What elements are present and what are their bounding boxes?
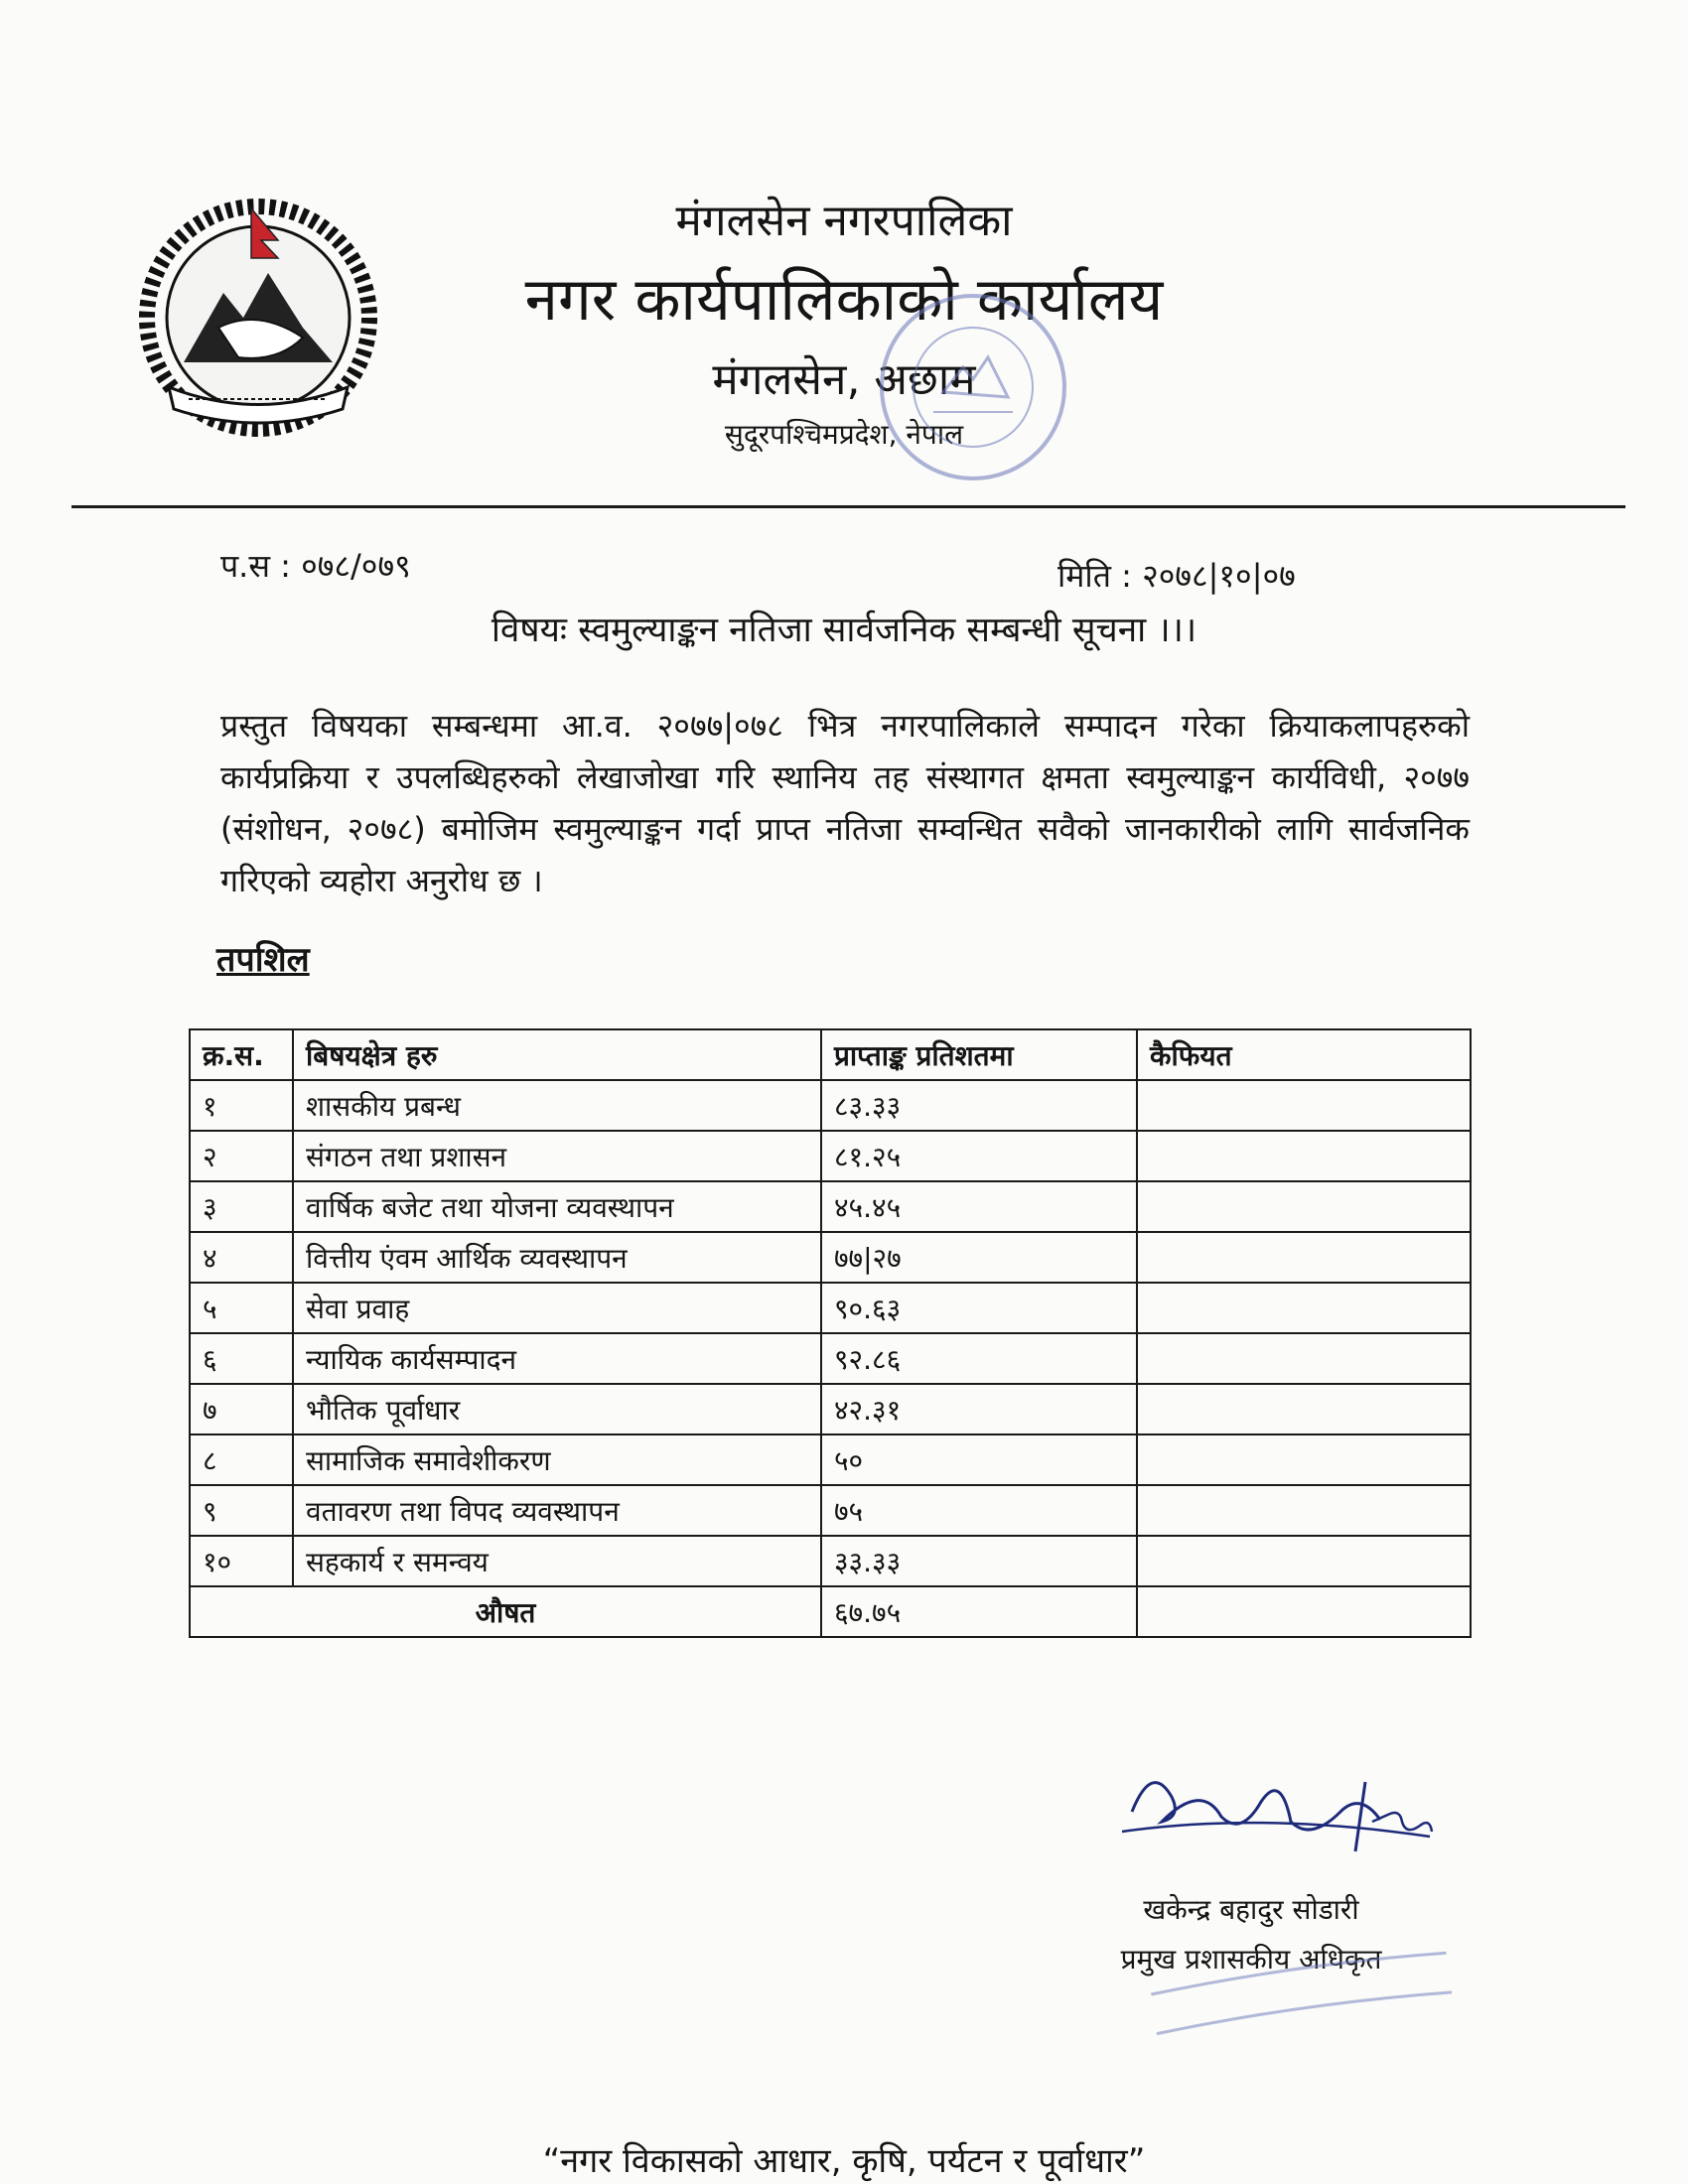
footer-motto: “नगर विकासको आधार, कृषि, पर्यटन र पूर्वाधार”: [542, 2141, 1146, 2181]
cell-area: शासकीय प्रबन्ध: [293, 1080, 821, 1131]
cell-remark: [1137, 1283, 1471, 1333]
cell-sn: ९: [190, 1485, 293, 1536]
column-header-area: बिषयक्षेत्र हरु: [293, 1029, 821, 1080]
cell-area: वित्तीय एंवम आर्थिक व्यवस्थापन: [293, 1232, 821, 1283]
cell-score: ५०: [821, 1434, 1137, 1485]
cell-score: ८१.२५: [821, 1131, 1137, 1181]
table-row: [190, 1283, 1471, 1333]
table-row: [190, 1384, 1471, 1434]
cell-sn: ३: [190, 1181, 293, 1232]
table-row: [190, 1333, 1471, 1384]
office-stamp-icon: [874, 288, 1072, 486]
cell-sn: ५: [190, 1283, 293, 1333]
average-remark: [1137, 1586, 1471, 1637]
table-row: [190, 1434, 1471, 1485]
cell-area: सामाजिक समावेशीकरण: [293, 1434, 821, 1485]
table-row: [190, 1131, 1471, 1181]
cell-score: ९०.६३: [821, 1283, 1137, 1333]
officer-title: प्रमुख प्रशासकीय अधिकृत: [1120, 1943, 1382, 1976]
cell-sn: १: [190, 1080, 293, 1131]
cell-sn: २: [190, 1131, 293, 1181]
cell-area: न्यायिक कार्यसम्पादन: [293, 1333, 821, 1384]
cell-remark: [1137, 1181, 1471, 1232]
table-row: [190, 1232, 1471, 1283]
cell-remark: [1137, 1080, 1471, 1131]
cell-area: सहकार्य र समन्वय: [293, 1536, 821, 1586]
cell-sn: ७: [190, 1384, 293, 1434]
cell-score: ७५: [821, 1485, 1137, 1536]
letter-date: मिति : २०७८|१०|०७: [1057, 557, 1296, 595]
cell-remark: [1137, 1384, 1471, 1434]
cell-area: भौतिक पूर्वाधार: [293, 1384, 821, 1434]
cell-sn: ६: [190, 1333, 293, 1384]
office-name: नगर कार्यपालिकाको कार्यालय: [524, 265, 1164, 335]
table-row: [190, 1536, 1471, 1586]
organization-province: सुदूरपश्चिमप्रदेश, नेपाल: [724, 418, 964, 451]
table-header-row: [190, 1029, 1471, 1080]
cell-area: वार्षिक बजेट तथा योजना व्यवस्थापन: [293, 1181, 821, 1232]
column-header-score: प्राप्ताङ्क प्रतिशतमा: [821, 1029, 1137, 1080]
cell-score: ३३.३३: [821, 1536, 1137, 1586]
column-header-sn: क्र.स.: [190, 1029, 293, 1080]
cell-sn: ४: [190, 1232, 293, 1283]
organization-address: मंगलसेन, अछाम: [712, 354, 976, 405]
cell-area: सेवा प्रवाह: [293, 1283, 821, 1333]
cell-area: वतावरण तथा विपद व्यवस्थापन: [293, 1485, 821, 1536]
cell-score: ८३.३३: [821, 1080, 1137, 1131]
header-divider: [71, 505, 1625, 508]
reference-number: प.स : ०७८/०७९: [220, 547, 411, 585]
handwritten-signature-icon: [1112, 1742, 1450, 1881]
officer-stamp-icon: [1132, 1934, 1470, 2043]
officer-name: खकेन्द्र बहादुर सोडारी: [1143, 1893, 1359, 1926]
cell-remark: [1137, 1536, 1471, 1586]
annex-label: तपशिल: [216, 940, 310, 980]
cell-sn: ८: [190, 1434, 293, 1485]
table-row: [190, 1485, 1471, 1536]
cell-remark: [1137, 1131, 1471, 1181]
cell-remark: [1137, 1434, 1471, 1485]
average-score: ६७.७५: [821, 1586, 1137, 1637]
organization-name: मंगलसेन नगरपालिका: [675, 196, 1013, 246]
cell-score: ४५.४५: [821, 1181, 1137, 1232]
subject-line: विषयः स्वमुल्याङ्कन नतिजा सार्वजनिक सम्बन्धी सूचना ।।।: [491, 611, 1197, 650]
cell-score: ४२.३१: [821, 1384, 1137, 1434]
results-table: [189, 1028, 1472, 1638]
cell-area: संगठन तथा प्रशासन: [293, 1131, 821, 1181]
average-label: औषत: [190, 1586, 821, 1637]
column-header-remark: कैफियत: [1137, 1029, 1471, 1080]
cell-score: ७७|२७: [821, 1232, 1137, 1283]
table-average-row: [190, 1586, 1471, 1637]
cell-remark: [1137, 1232, 1471, 1283]
cell-remark: [1137, 1333, 1471, 1384]
cell-score: ९२.८६: [821, 1333, 1137, 1384]
table-row: [190, 1181, 1471, 1232]
body-paragraph: प्रस्तुत विषयका सम्बन्धमा आ.व. २०७७|०७८ भित्र नगरपालिकाले सम्पादन गरेका क्रियाकलापहरुको कार्यप्रक्रिया र उपलब्धिहरुको लेखाजोखा गरि स्थानिय तह संस्थागत क्षमता स्वमुल्याङ्कन कार्यविधी, २०७७ (संशोधन, २०७८) बमोजिम स्वमुल्याङ्कन गर्दा प्राप्त नतिजा सम्वन्धित सवैको जानकारीको लागि सार्वजनिक गरिएको व्यहोरा अनुरोध छ ।: [220, 707, 1470, 899]
table-row: [190, 1080, 1471, 1131]
cell-remark: [1137, 1485, 1471, 1536]
cell-sn: १०: [190, 1536, 293, 1586]
